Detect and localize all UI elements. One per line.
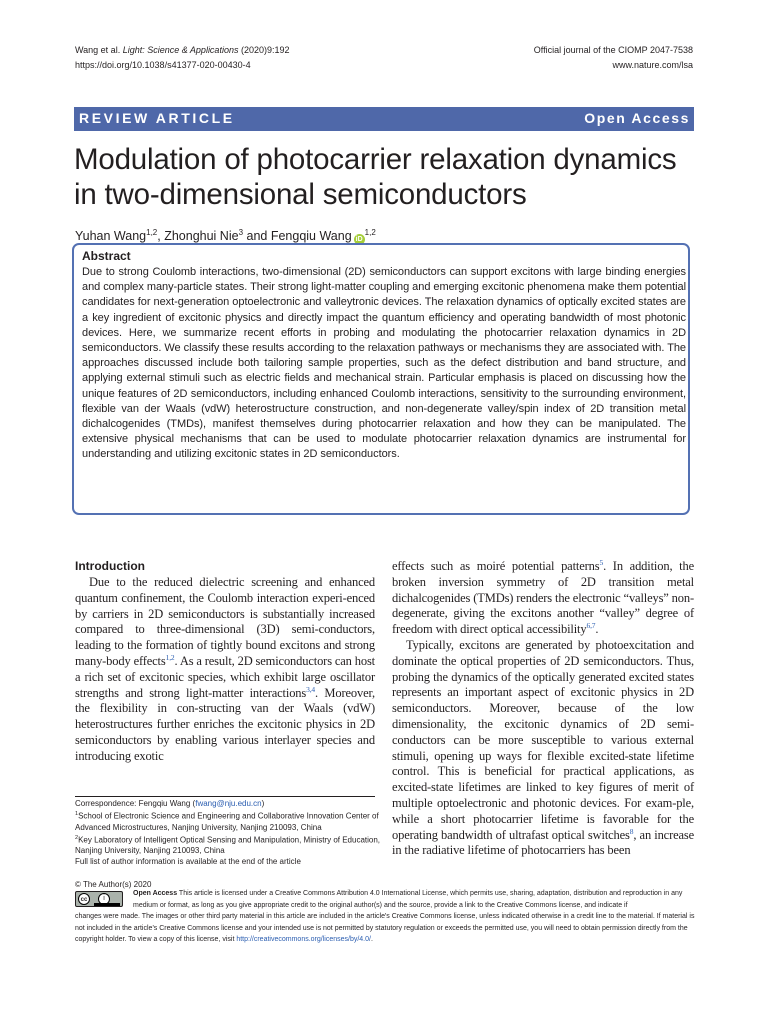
- article-type: REVIEW ARTICLE: [79, 110, 235, 126]
- affiliation-number: 1: [75, 811, 79, 817]
- affiliation-text: School of Electronic Science and Engineering and Collaborative Innovation Center of Advanced Microstructures, Nanjing University, Nanjing 210093, China: [75, 811, 379, 832]
- abstract-text: Due to strong Coulomb interactions, two-dimensional (2D) semiconductors can support excitons with large binding energies and complex many-particle states. Their strong light-matter coupling and emerging excitonic phenomena make them potential candidates for next-generation optoelectronic and valleytronic devices. The relaxation dynamics of optically excited states are a key ingredient of excitonic physics and directly impact the quantum efficiency and operating bandwidth of most photonic devices. Here, we summarize recent efforts in probing and modulating the photocarrier relaxation dynamics in 2D semiconductors. We classify these results according to the relaxation pathways or mechanisms they are associated with. The approaches discussed include both tailoring sample properties, such as the defect distribution and band structure, and applying external stimuli such as electric fields and mechanical strain. Particular emphasis is placed on discussing how the unique features of 2D semiconductors, including enhanced Coulomb interactions, sensitivity to the surrounding environment, flexible van der Waals (vdW) heterostructure construction, and non-degenerate valley/spin index of 2D transition metal dichalcogenides (TMDs), manifest themselves during photocarrier relaxation and how they can be manipulated. The extensive physical mechanisms that can be used to modulate photocarrier relaxation dynamics are instrumental for understanding and utilizing excitonic states in 2D semiconductors.: [82, 266, 686, 461]
- text-run: . Moreover, the flexibility in con-structing van der Waals (vdW) heterostructures further enriches the excitonic physics in 2D semiconductors by enabling various interlayer species and introducing exotic: [75, 685, 375, 763]
- license-link[interactable]: http://creativecommons.org/licenses/by/4.0/: [236, 936, 371, 943]
- by-strip: [94, 903, 120, 906]
- paragraph: [392, 638, 694, 859]
- article-title: Modulation of photocarrier relaxation dynamics in two-dimensional semiconductors: [74, 143, 677, 211]
- text-run: . As a result, 2D semiconductors can host a rich set of excitonic species, which exhibit large oscillator strengths and strong light-matter interactions: [75, 653, 375, 700]
- author-name[interactable]: Fengqiu Wang: [270, 229, 352, 244]
- journal-website[interactable]: www.nature.com/lsa: [612, 60, 693, 70]
- copyright-notice: © The Author(s) 2020: [75, 880, 152, 889]
- running-header-left: [75, 43, 290, 73]
- correspondence-block: [75, 798, 385, 867]
- text-run: .: [595, 622, 599, 637]
- affiliation-ref: 1,2: [364, 228, 376, 237]
- text-run: . In addition, the broken inversion symmetry of 2D transition metal dichalcogenides (TMDs) renders the electronic “valleys” non-degenerate, giving the excitons another “valley” degree of freedom with direct optical accessibility: [392, 559, 695, 637]
- citation-authors: Wang et al.: [75, 45, 121, 55]
- license-text-b: changes were made. The images or other third party material in this article are included in the article's Creative Commons license, unless indicated otherwise in a credit line to the material. If material is not included in the article's Creative Commons license and your intended use is not permitted by statutory regulation or exceeds the permitted use, you will need to obtain permission directly from the copyright holder. To view a copy of this license, visit: [75, 913, 695, 943]
- paragraph: [392, 559, 694, 638]
- open-access-bold: Open Access: [133, 890, 178, 897]
- author-name[interactable]: Zhonghui Nie: [164, 229, 239, 244]
- license-text-a: This article is licensed under a Creative Commons Attribution 4.0 International License, which permits use, sharing, adaptation, distribution and reproduction in any medium or format, as long as you give appropriate credit to the original author(s) and the source, provide a link to the Creative Commons license, and indicate if: [133, 890, 683, 909]
- license-end: .: [370, 936, 373, 943]
- affiliation-2: [75, 833, 385, 857]
- by-person-icon: i: [98, 893, 110, 905]
- official-journal: Official journal of the CIOMP 2047-7538: [533, 45, 693, 55]
- text-run: Due to the reduced dielectric screening and enhanced quantum confinement, the Coulomb interaction experi-enced by carriers in 2D semiconductors is substantially increased compared to three-dimensional (3D) semi-conductors, leading to the formation of tightly bound excitons and strong many-body effects: [75, 575, 375, 668]
- citation-ref[interactable]: 1,2: [165, 652, 175, 662]
- body-column-right: [392, 559, 694, 859]
- affiliation-ref: 3: [238, 228, 244, 237]
- cc-icon: cc: [78, 893, 90, 905]
- correspondence-label-end: ): [261, 799, 265, 808]
- creative-commons-icon[interactable]: [75, 891, 123, 907]
- citation-volume: (2020)9:192: [238, 45, 290, 55]
- open-access-label: Open Access: [584, 110, 690, 126]
- orcid-icon[interactable]: iD: [355, 236, 363, 244]
- doi-link[interactable]: https://doi.org/10.1038/s41377-020-00430-4: [75, 60, 251, 70]
- author-info-note: Full list of author information is available at the end of the article: [75, 857, 301, 867]
- body-column-left: [75, 575, 375, 765]
- divider: [75, 796, 375, 797]
- citation-ref[interactable]: 6,7: [586, 621, 596, 631]
- introduction-heading: Introduction: [75, 559, 145, 573]
- author-name[interactable]: Yuhan Wang: [75, 229, 147, 244]
- journal-name: Light: Science & Applications: [122, 45, 239, 55]
- text-run: effects such as moiré potential patterns: [392, 559, 600, 573]
- correspondence-line: [75, 798, 385, 809]
- abstract-heading: Abstract: [82, 249, 131, 263]
- affiliation-1: [75, 809, 385, 833]
- article-type-banner: [74, 107, 694, 131]
- author-separator: ,: [157, 229, 165, 244]
- citation-ref[interactable]: 3,4: [306, 684, 316, 694]
- affiliation-number: 2: [75, 834, 79, 841]
- license-text-continued: [75, 911, 695, 946]
- text-run: , an increase in the radiative lifetime of photocarriers has been: [392, 827, 694, 858]
- citation-ref[interactable]: 5: [599, 557, 604, 567]
- paragraph: [75, 575, 375, 765]
- citation: [75, 43, 290, 58]
- author-separator: and: [243, 229, 271, 244]
- correspondence-label: Correspondence: Fengqiu Wang (: [75, 799, 196, 808]
- license-text: [133, 888, 695, 911]
- affiliation-ref: 1,2: [146, 228, 158, 237]
- citation-ref[interactable]: 8: [629, 826, 634, 836]
- correspondence-email[interactable]: fwang@nju.edu.cn: [195, 799, 262, 808]
- affiliation-text: Key Laboratory of Intelligent Optical Sensing and Manipulation, Ministry of Education, Nanjing University, Nanjing 210093, China: [75, 835, 381, 856]
- text-run: Typically, excitons are generated by photoexcitation and dominate the optical properties of 2D semiconductors. Thus, probing the dynamics of the optically generated excited states represents an important aspect of excitonic physics in 2D semiconductors. Moreover, because of the low dimensionality, the excitonic dynamics of 2D semi-conductors can be more susceptible to various external stimuli, opening up ways for flexible excited-state lifetime control. This is beneficial for practical applications, as excited-state lifetimes are linked to key figures of merit of multiple optoelectronic and photonic devices. For exam-ple, while a short photocarrier lifetime is favorable for the operating bandwidth of ultrafast optical switches: [392, 637, 694, 842]
- running-header-right: [534, 43, 693, 73]
